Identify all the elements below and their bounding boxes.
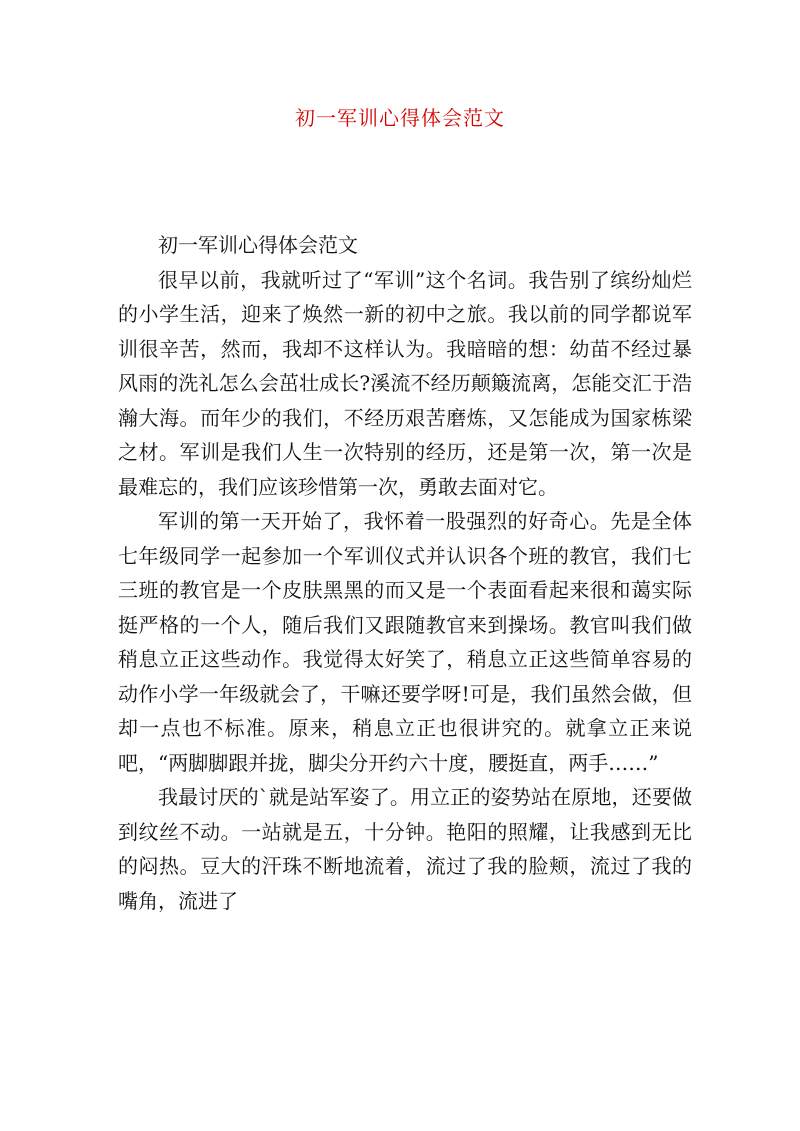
paragraph-heading: 初一军训心得体会范文	[158, 233, 358, 257]
paragraph: 很早以前，我就听过了“军训”这个名词。我告别了缤纷灿烂的小学生活，迎来了焕然一新的初中之旅。我以前的同学都说军训很辛苦，然而，我却不这样认为。我暗暗的想：幼苗不经过暴风雨的洗礼怎么会茁壮成长?溪流不经历颠簸流离，怎能交汇于浩瀚大海。而年少的我们，不经历艰苦磨炼，又怎能成为国家栋梁之材。军训是我们人生一次特别的经历，还是第一次，第一次是最难忘的，我们应该珍惜第一次，勇敢去面对它。	[118, 267, 692, 499]
paragraph: 我最讨厌的`就是站军姿了。用立正的姿势站在原地，还要做到纹丝不动。一站就是五，十分钟。艳阳的照耀，让我感到无比的闷热。豆大的汗珠不断地流着，流过了我的脸颊，流过了我的嘴角，流进了	[118, 785, 692, 913]
paragraph: 军训的第一天开始了，我怀着一股强烈的好奇心。先是全体七年级同学一起参加一个军训仪式并认识各个班的教官，我们七三班的教官是一个皮肤黑黑的而又是一个表面看起来很和蔼实际挺严格的一个人，随后我们又跟随教官来到操场。教官叫我们做稍息立正这些动作。我觉得太好笑了，稍息立正这些简单容易的动作小学一年级就会了，干嘛还要学呀!可是，我们虽然会做，但却一点也不标准。原来，稍息立正也很讲究的。就拿立正来说吧，“两脚脚跟并拢，脚尖分开约六十度，腰挺直，两手……”	[118, 509, 692, 775]
document-title: 初一军训心得体会范文	[295, 106, 505, 130]
document-body	[118, 228, 692, 918]
